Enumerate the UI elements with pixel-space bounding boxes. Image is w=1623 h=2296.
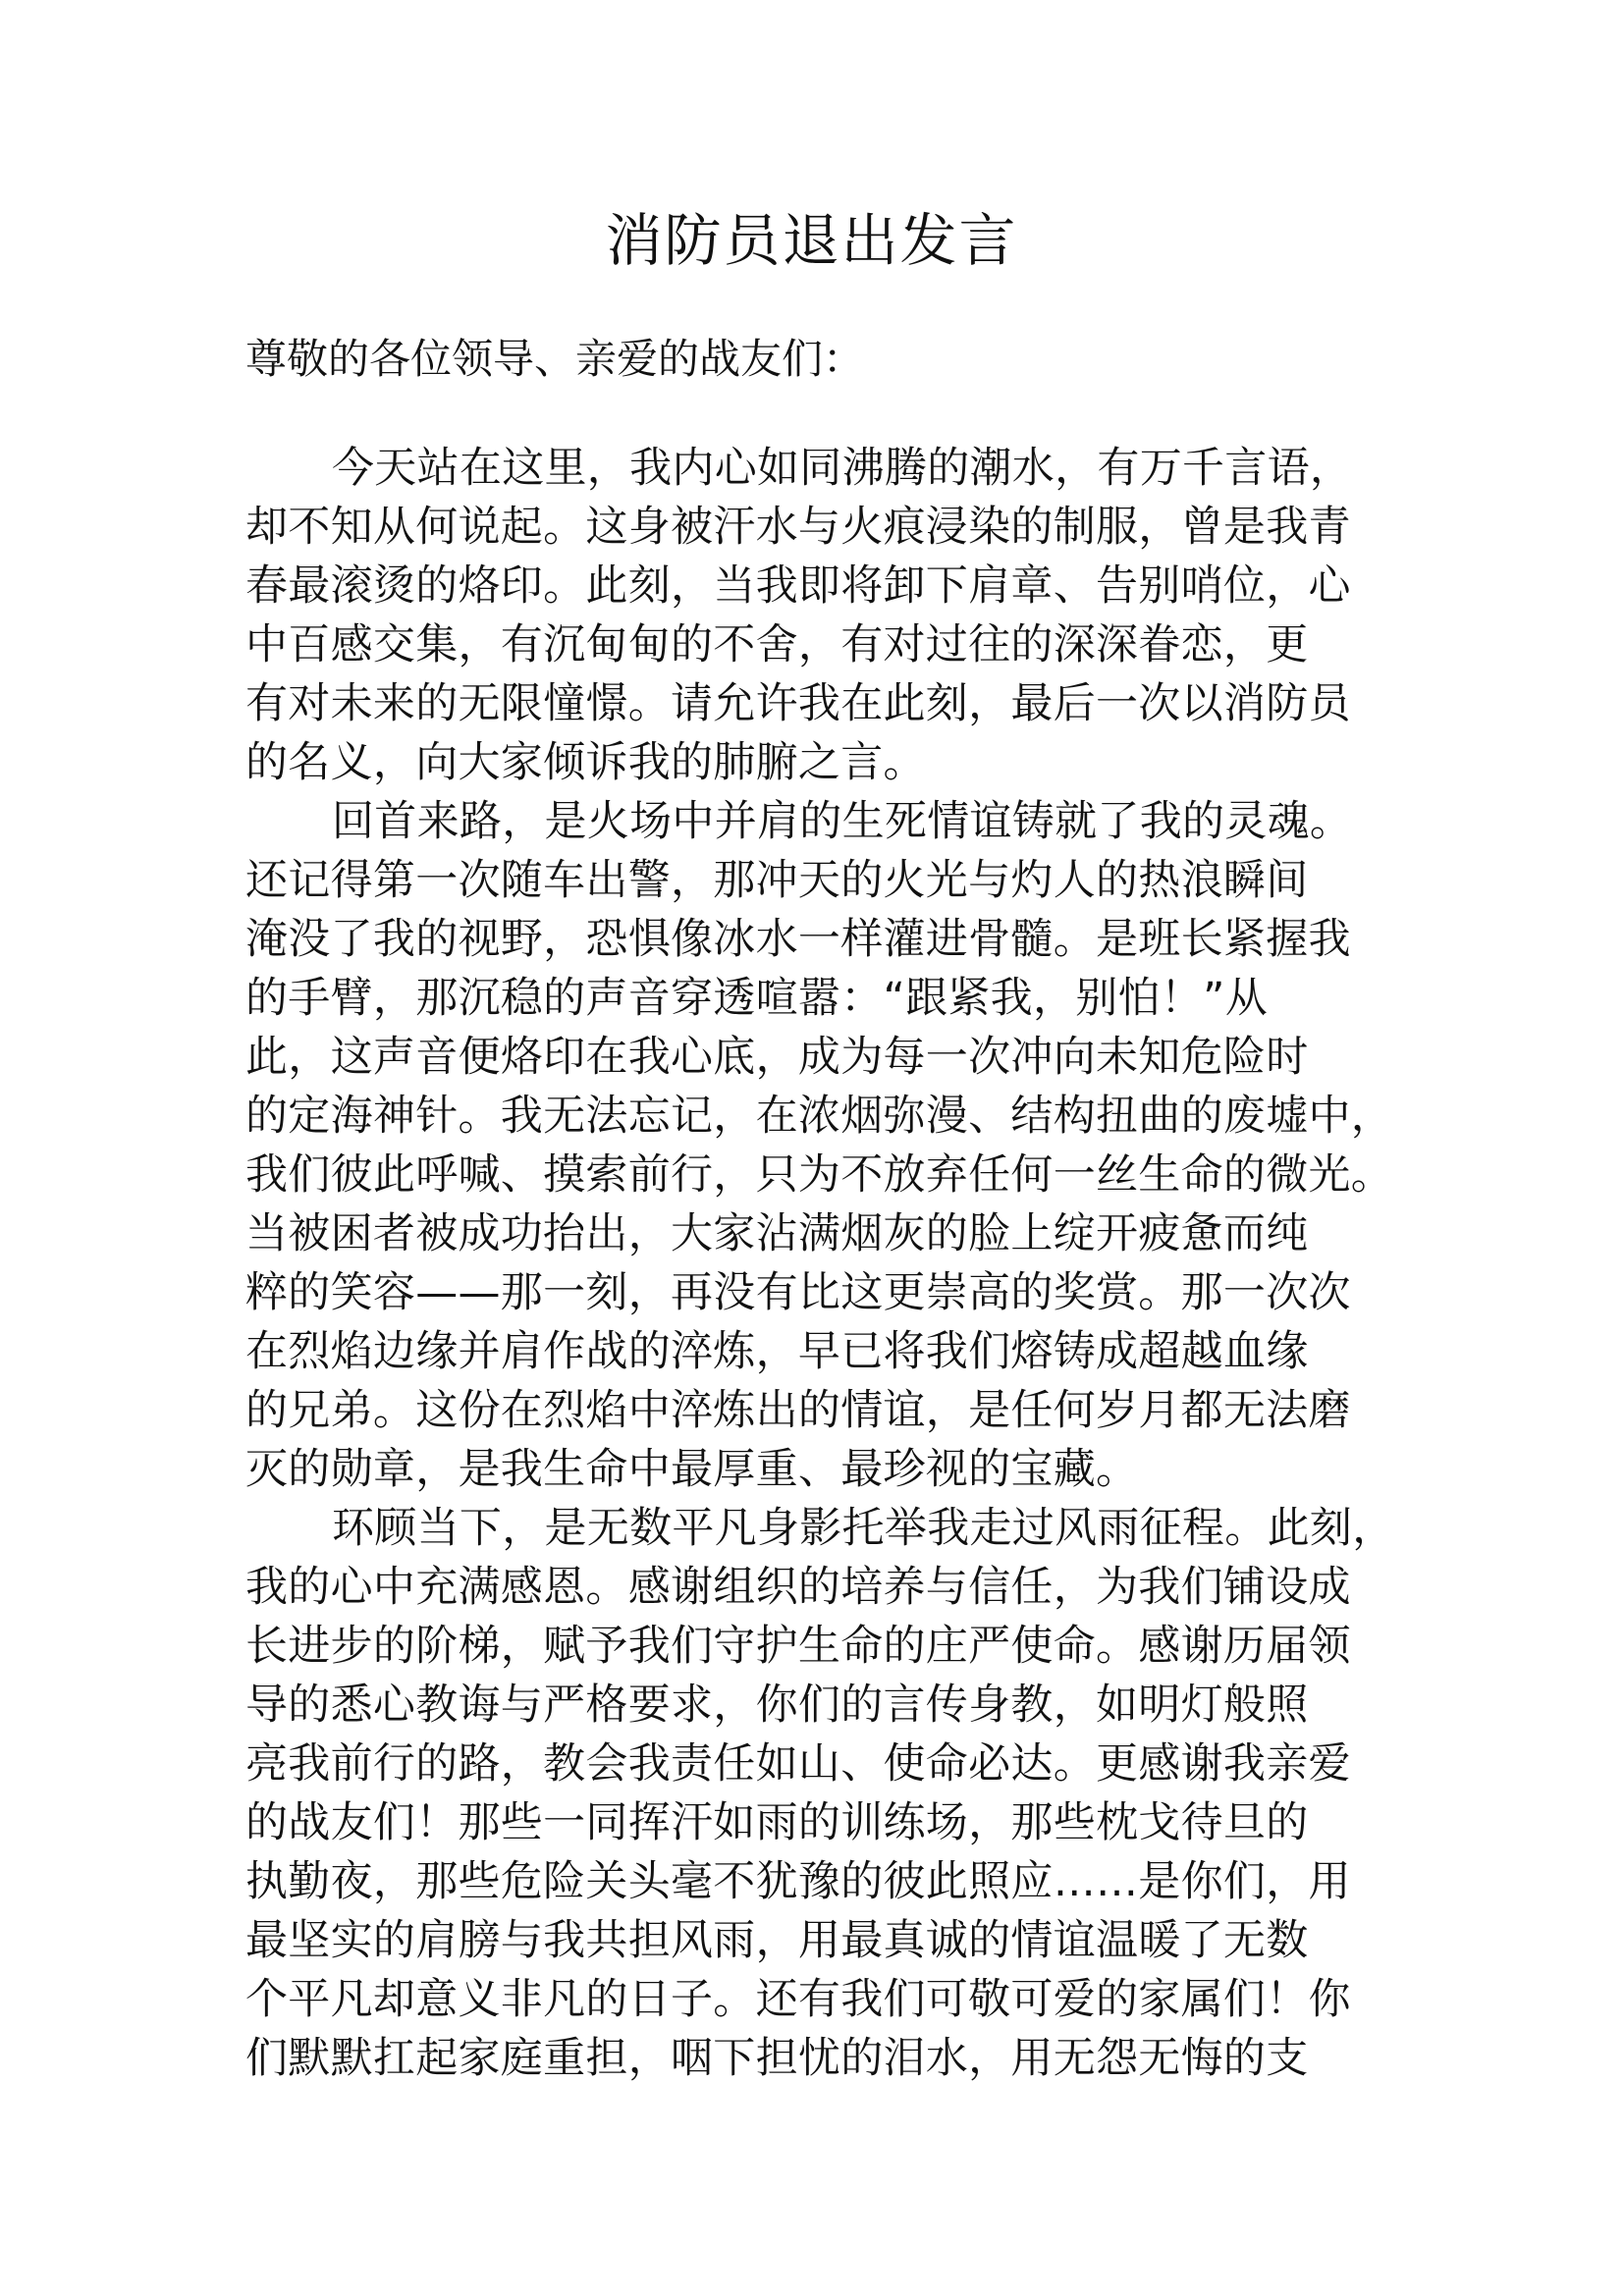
paragraph-line: 粹的笑容——那一刻，再没有比这更崇高的奖赏。那一次次 (245, 1268, 1351, 1317)
paragraph (245, 792, 1414, 1499)
paragraph-line: 执勤夜，那些危险关头毫不犹豫的彼此照应……是你们，用 (245, 1857, 1351, 1906)
speech-body (245, 439, 1414, 2088)
paragraph-line: 最坚实的肩膀与我共担风雨，用最真诚的情谊温暖了无数 (245, 1916, 1309, 1965)
paragraph-line: 今天站在这里，我内心如同沸腾的潮水，有万千言语， (332, 444, 1353, 493)
paragraph-line: 在烈焰边缘并肩作战的淬炼，早已将我们熔铸成超越血缘 (245, 1327, 1309, 1376)
paragraph-line: 有对未来的无限憧憬。请允许我在此刻，最后一次以消防员 (245, 679, 1351, 728)
paragraph-line: 中百感交集，有沉甸甸的不舍，有对过往的深深眷恋，更 (245, 620, 1309, 669)
paragraph-line: 亮我前行的路，教会我责任如山、使命必达。更感谢我亲爱 (245, 1739, 1351, 1789)
paragraph-line: 我们彼此呼喊、摸索前行，只为不放弃任何一丝生命的微光。 (245, 1150, 1394, 1200)
paragraph-line: 的战友们！那些一同挥汗如雨的训练场，那些枕戈待旦的 (245, 1798, 1309, 1847)
paragraph-line: 此，这声音便烙印在我心底，成为每一次冲向未知危险时 (245, 1033, 1309, 1082)
paragraph-line: 春最滚烫的烙印。此刻，当我即将卸下肩章、告别哨位，心 (245, 561, 1351, 611)
paragraph-line: 的手臂，那沉稳的声音穿透喧嚣：“跟紧我，别怕！”从 (245, 974, 1269, 1023)
paragraph-line: 的定海神针。我无法忘记，在浓烟弥漫、结构扭曲的废墟中， (245, 1092, 1394, 1141)
paragraph-line: 个平凡却意义非凡的日子。还有我们可敬可爱的家属们！你 (245, 1975, 1351, 2024)
page-title: 消防员退出发言 (605, 207, 1018, 274)
paragraph-line: 长进步的阶梯，赋予我们守护生命的庄严使命。感谢历届领 (245, 1622, 1351, 1671)
paragraph-line: 灭的勋章，是我生命中最厚重、最珍视的宝藏。 (245, 1445, 1139, 1494)
paragraph-line: 导的悉心教诲与严格要求，你们的言传身教，如明灯般照 (245, 1681, 1309, 1730)
paragraph-line: 们默默扛起家庭重担，咽下担忧的泪水，用无怨无悔的支 (245, 2034, 1309, 2083)
paragraph-line: 的名义，向大家倾诉我的肺腑之言。 (245, 738, 926, 787)
paragraph-line: 当被困者被成功抬出，大家沾满烟灰的脸上绽开疲惫而纯 (245, 1209, 1309, 1258)
paragraph-line: 却不知从何说起。这身被汗水与火痕浸染的制服，曾是我青 (245, 503, 1351, 552)
paragraph-line: 淹没了我的视野，恐惧像冰水一样灌进骨髓。是班长紧握我 (245, 915, 1351, 964)
paragraph-line: 还记得第一次随车出警，那冲天的火光与灼人的热浪瞬间 (245, 856, 1309, 905)
paragraph (245, 439, 1414, 792)
paragraph-line: 我的心中充满感恩。感谢组织的培养与信任，为我们铺设成 (245, 1563, 1351, 1612)
paragraph-line: 回首来路，是火场中并肩的生死情谊铸就了我的灵魂。 (332, 797, 1353, 846)
paragraph-line: 环顾当下，是无数平凡身影托举我走过风雨征程。此刻， (332, 1504, 1395, 1553)
paragraph (245, 1499, 1414, 2088)
salutation: 尊敬的各位领导、亲爱的战友们： (245, 335, 865, 383)
paragraph-line: 的兄弟。这份在烈焰中淬炼出的情谊，是任何岁月都无法磨 (245, 1386, 1351, 1435)
